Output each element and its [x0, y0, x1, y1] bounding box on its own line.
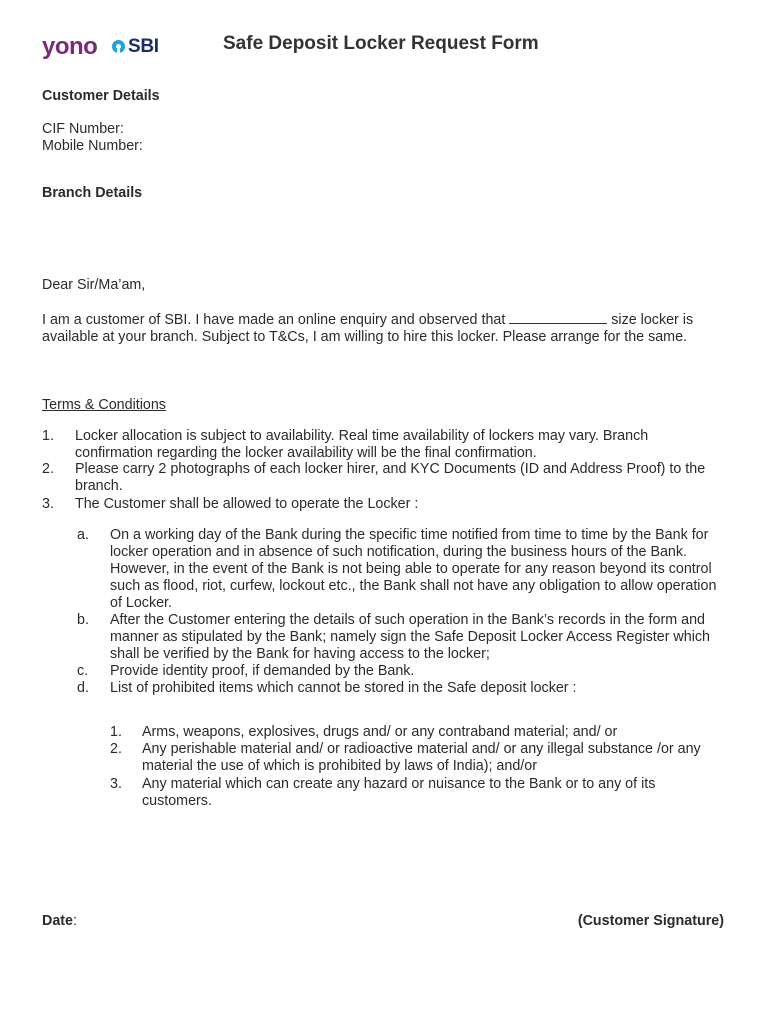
logo-yono-text: yono [42, 33, 98, 60]
request-text-after: size locker is available at your branch. Subject to T&Cs, I am willing to hire this locker. Please arrange for the same. [42, 312, 694, 345]
customer-signature-label: (Customer Signature) [577, 913, 724, 929]
list-item: 3. The Customer shall be allowed to operate the Locker : [42, 496, 419, 512]
page-title: Safe Deposit Locker Request Form [223, 33, 539, 54]
request-paragraph [42, 311, 732, 346]
mobile-number-label: Mobile Number: [42, 138, 143, 154]
list-item: b. After the Customer entering the details of such operation in the Bank’s records in the form and manner as stipulated by the Bank; namely sign the Safe Deposit Locker Access Register which shall be verified by the Bank for having access to the locker; [77, 612, 710, 662]
list-item: c. Provide identity proof, if demanded by the Bank. [77, 663, 415, 679]
list-item: 3. Any material which can create any hazard or nuisance to the Bank or to any of its customers. [110, 776, 656, 809]
terms-heading: Terms & Conditions [42, 397, 166, 413]
list-item: 1. Arms, weapons, explosives, drugs and/ or any contraband material; and/ or [110, 724, 618, 740]
branch-details-heading: Branch Details [42, 185, 143, 201]
locker-size-blank [509, 311, 607, 324]
request-text-before: I am a customer of SBI. I have made an online enquiry and observed that [42, 312, 510, 328]
logo-sbi-text: SBI [128, 36, 159, 57]
list-item: 1. Locker allocation is subject to availability. Real time availability of lockers may vary. Branch confirmation regarding the locker availability will be the final confirmation. [42, 428, 649, 461]
sbi-logo-icon [112, 40, 125, 53]
list-item: d. List of prohibited items which cannot be stored in the Safe deposit locker : [77, 680, 577, 696]
list-item: 2. Please carry 2 photographs of each locker hirer, and KYC Documents (ID and Address Proof) to the branch. [42, 461, 706, 494]
list-item: 2. Any perishable material and/ or radioactive material and/ or any illegal substance /or any material the use of which is prohibited by laws of India); and/or [110, 741, 701, 774]
customer-details-heading: Customer Details [42, 88, 160, 104]
salutation: Dear Sir/Ma’am, [42, 277, 146, 293]
date-label: Date: [42, 913, 77, 929]
list-item: a. On a working day of the Bank during the specific time notified from time to time by the Bank for locker operation and in absence of such notification, during the business hours of the Bank. However, in the event of the Bank is not being able to operate for any reason beyond its control such as flood, riot, curfew, lockout etc., the Bank shall not have any obligation to allow operation of Locker. [77, 527, 717, 611]
cif-number-label: CIF Number: [42, 121, 124, 137]
